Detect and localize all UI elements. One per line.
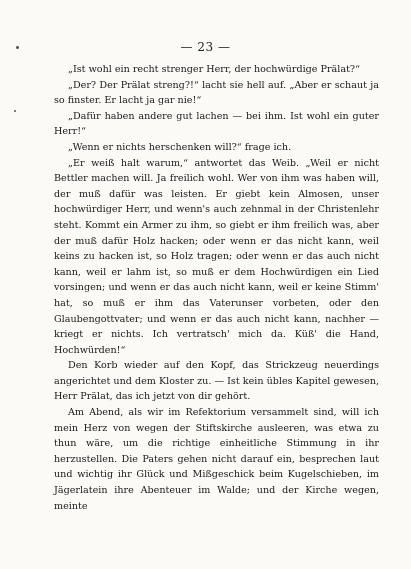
- body-text: [54, 62, 379, 514]
- paragraph: Den Korb wieder auf den Kopf, das Strickzeug neuerdings angerichtet und dem Kloster zu. — Ist kein übles Kapitel gewesen, Herr Prälat, das ich jetzt von dir gehört.: [54, 360, 379, 403]
- paragraph: „Wenn er nichts herschenken will?“ frage ich.: [68, 141, 292, 153]
- paragraph: „Ist wohl ein recht strenger Herr, der hochwürdige Prälat?“: [68, 64, 360, 75]
- paragraph: „Er weiß halt warum,“ antwortet das Weib. „Weil er nicht Bettler machen will. Ja freilich wohl. Wer von ihm was haben will, der muß dafür was leisten. Er giebt kein Almosen, unser hochwürdiger Herr, und wenn's auch zehnmal in der Christenlehr steht. Kommt ein Armer zu ihm, so giebt er ihm freilich was, aber der muß dafür Holz hacken; oder wenn er das nicht kann, weil keins zu hacken ist, so Holz tragen; oder wenn er das auch nicht kann, weil er lahm ist, so muß er dem Hochwürdigen ein Lied vorsingen; und wenn er das auch nicht kann, weil er keine Stimm' hat, so muß er ihm das Vaterunser vorbeten, oder den Glaubengottvater; und wenn er das auch nicht kann, nachher — kriegt er nichts. Ich vertratsch' mich da. Küß' die Hand, Hochwürden!“: [54, 157, 379, 356]
- paragraph: Am Abend, als wir im Refektorium versammelt sind, will ich mein Herz von wegen der Stiftskirche ausleeren, was etwa zu thun wäre, um die richtige einheitliche Stimmung in ihr herzustellen. Die Paters gehen nicht darauf ein, besprechen laut und wichtig ihr Glück und Mißgeschick beim Kugelschieben, im Jägerlatein ihre Abenteuer im Walde; und der Kirche wegen, meinte: [54, 407, 379, 512]
- page-number: — 23 —: [180, 40, 231, 54]
- speck-mark: [14, 110, 16, 112]
- paragraph: „Der? Der Prälat streng?!“ lacht sie hell auf. „Aber er schaut ja so finster. Er lacht ja gar nie!“: [54, 79, 379, 107]
- paragraph: „Dafür haben andere gut lachen — bei ihm. Ist wohl ein guter Herr!“: [54, 110, 379, 138]
